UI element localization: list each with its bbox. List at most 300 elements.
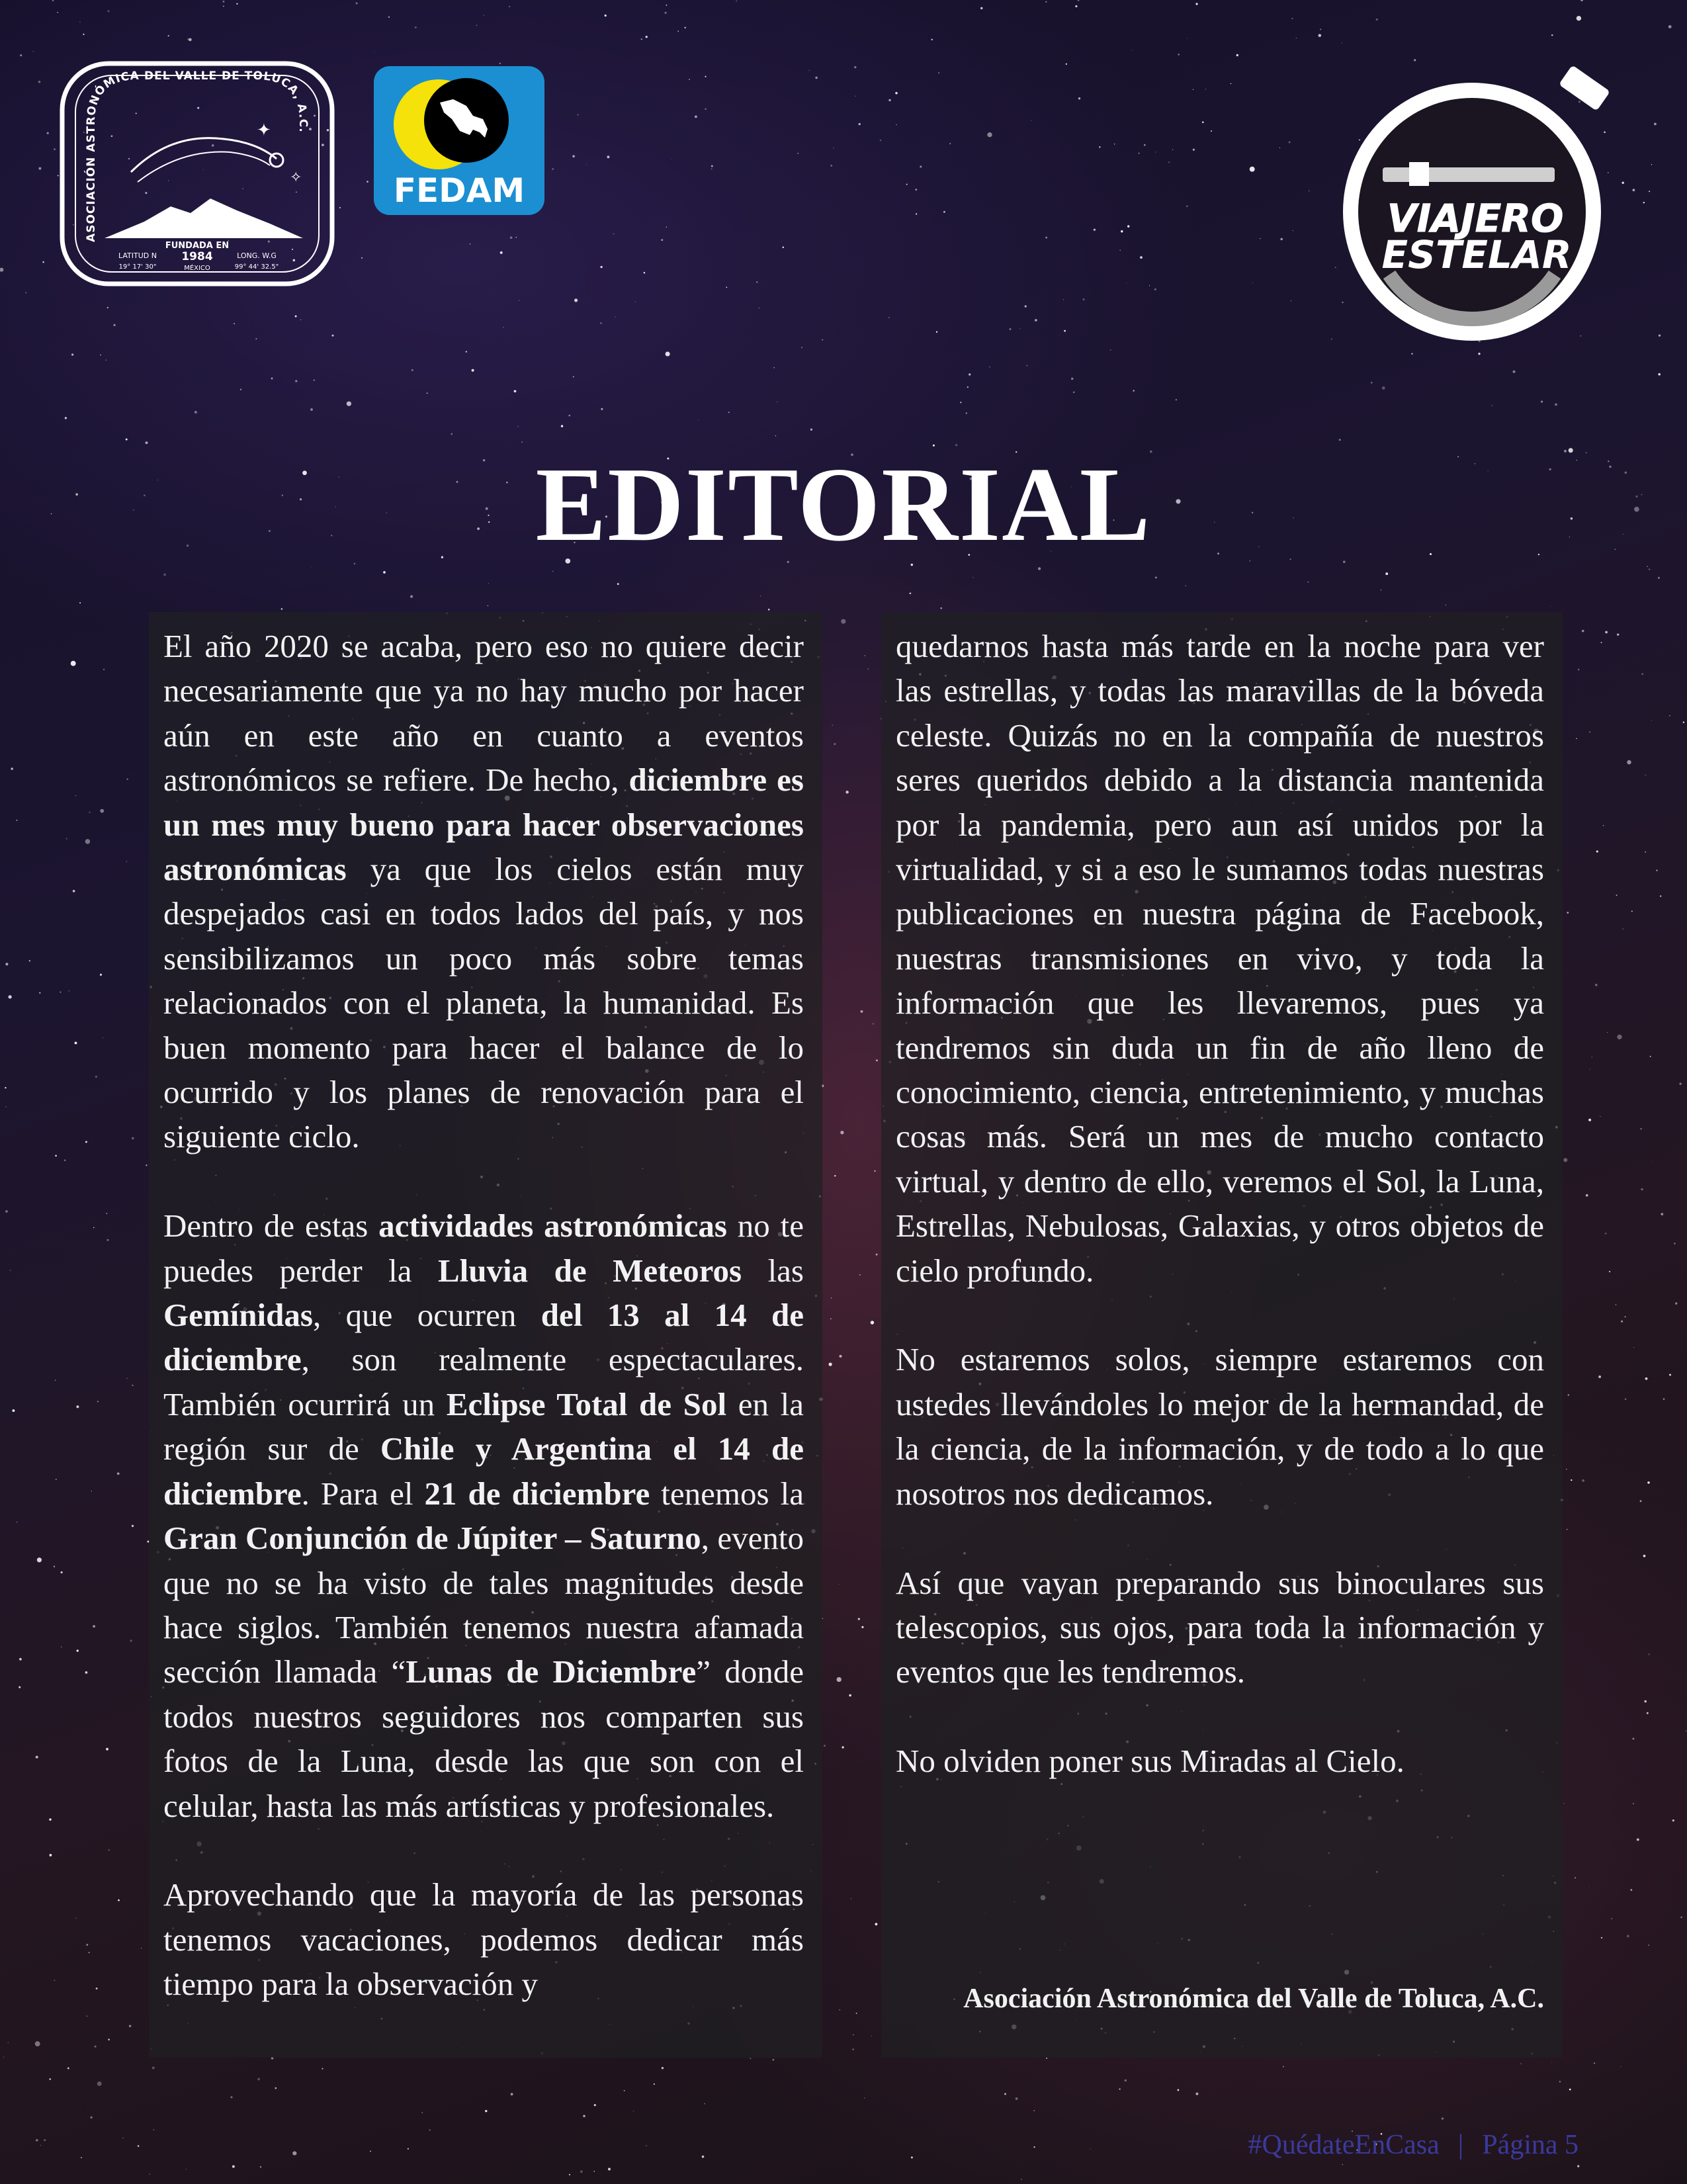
star [95, 1076, 97, 1078]
paragraph: Dentro de estas actividades astronómicas no te puedes perder la Lluvia de Meteoros las Gemínidas, que ocurren del 13 al 14 de diciembre, son realmente espectaculares. También ocurrirá un Eclipse Total de Sol en la región sur de Chile y Argentina el 14 de diciembre. Para el 21 de diciembre tenemos la Gran Conjunción de Júpiter – Saturno, evento que no se ha visto de tales magnitudes desde hace siglos. También tenemos nuestra afamada sección llamada “Lunas de Diciembre” donde todos nuestros seguidores nos comparten sus fotos de la Luna, desde las que son con el celular, hasta las más artísticas y profesionales. [163, 1207, 804, 1824]
star [1577, 16, 1581, 21]
star [427, 392, 428, 394]
star [583, 2115, 585, 2117]
star [1149, 285, 1150, 286]
star [1193, 149, 1195, 151]
star [1661, 1213, 1663, 1215]
star [915, 189, 917, 191]
star [1073, 391, 1075, 393]
star [1033, 2146, 1035, 2148]
star [1550, 606, 1551, 607]
star [1649, 191, 1650, 192]
star [50, 1854, 52, 1856]
star [1645, 1377, 1648, 1380]
star [152, 2067, 155, 2070]
star [1202, 121, 1204, 123]
star [3, 2056, 4, 2057]
star [295, 380, 297, 382]
star [607, 155, 609, 158]
star [1551, 2062, 1552, 2063]
star [60, 992, 61, 993]
star [71, 661, 76, 666]
star [61, 1646, 62, 1647]
star [85, 839, 90, 844]
star [168, 35, 169, 36]
star [75, 1041, 77, 1044]
star [1625, 1316, 1626, 1317]
star [1331, 339, 1332, 340]
star [1582, 1479, 1584, 1482]
star [702, 2156, 705, 2158]
star [511, 2093, 513, 2095]
star [1660, 895, 1661, 896]
star [83, 34, 84, 35]
star [100, 974, 102, 976]
star [1609, 1271, 1610, 1272]
star [888, 317, 890, 318]
star [1211, 130, 1212, 132]
star [105, 359, 107, 361]
star [42, 261, 44, 263]
star [837, 1677, 842, 1682]
star [108, 1849, 110, 1851]
star [1617, 633, 1619, 635]
star [129, 2025, 132, 2028]
footer-hashtag: #QuédateEnCasa [1248, 2130, 1440, 2160]
star [0, 268, 3, 272]
star [322, 2068, 323, 2070]
star [578, 114, 579, 116]
star [1637, 1838, 1639, 1841]
star [1075, 5, 1077, 7]
aavt-city: MÉXICO [184, 265, 210, 272]
star [726, 286, 727, 288]
star [54, 1980, 55, 1981]
star [1672, 1819, 1674, 1821]
star [86, 1944, 88, 1946]
star [509, 6, 510, 7]
star [1010, 328, 1012, 330]
star [1382, 386, 1385, 390]
star [138, 2145, 140, 2147]
star [960, 402, 961, 403]
aavt-lat-label: LATITUD N [118, 251, 157, 260]
star [35, 2041, 40, 2046]
star [1589, 1886, 1590, 1887]
star [411, 369, 413, 371]
star [705, 109, 706, 110]
star [949, 143, 951, 144]
star [1250, 167, 1255, 172]
star [76, 1918, 77, 1919]
star [11, 767, 13, 769]
star [1649, 1653, 1650, 1655]
star [1586, 1194, 1588, 1197]
star [1569, 2089, 1571, 2091]
star [47, 132, 49, 134]
star [617, 583, 619, 585]
star [980, 7, 983, 10]
viajero-estelar-logo [1336, 63, 1627, 354]
star [1133, 390, 1135, 392]
star [797, 153, 799, 154]
star [1563, 1158, 1567, 1162]
star [126, 1378, 127, 1379]
star [1580, 0, 1583, 1]
star [20, 54, 22, 56]
star [864, 2097, 865, 2099]
star [1172, 149, 1173, 150]
star [1607, 1032, 1608, 1033]
fedam-text: FEDAM [393, 171, 525, 210]
star [5, 1210, 8, 1213]
star [646, 36, 648, 38]
star [1632, 1737, 1634, 1739]
star [858, 1618, 860, 1620]
star [103, 669, 105, 670]
star [1121, 230, 1123, 232]
star [1144, 144, 1146, 146]
star [1236, 54, 1238, 56]
star [1643, 202, 1645, 203]
star [1564, 1803, 1565, 1804]
star [608, 2168, 611, 2171]
star [695, 116, 697, 118]
star [300, 319, 302, 320]
star [1094, 229, 1096, 231]
star [36, 2139, 38, 2142]
footer-page-number: Página 5 [1482, 2130, 1579, 2160]
star [834, 1175, 836, 1176]
star [880, 140, 881, 141]
star [1031, 120, 1032, 121]
star [1414, 59, 1416, 61]
star [1376, 19, 1378, 21]
star [1551, 34, 1553, 36]
star [1647, 1712, 1649, 1714]
star [861, 1626, 863, 1628]
star [519, 300, 520, 301]
paragraph: No estaremos solos, siempre estaremos con ustedes llevándoles lo mejor de la hermandad, de la ciencia, de la información, y de todo a lo que nosotros nos dedicamos. [896, 1341, 1544, 1512]
star [1658, 373, 1661, 376]
star [1319, 34, 1322, 37]
star [1683, 722, 1684, 723]
star [1650, 1056, 1651, 1057]
star [1620, 2066, 1621, 2067]
star [1598, 1376, 1601, 1378]
star [775, 435, 776, 436]
star [67, 2068, 69, 2070]
star [967, 386, 969, 388]
star [25, 292, 26, 293]
star [871, 1321, 874, 1324]
star [19, 1686, 21, 1688]
star [572, 155, 575, 157]
star [711, 165, 713, 167]
star [126, 861, 127, 862]
star [868, 668, 869, 670]
right-text-column [881, 612, 1563, 2058]
star [1633, 1803, 1634, 1804]
star [1280, 238, 1283, 241]
star [370, 2151, 371, 2152]
star [1611, 1918, 1612, 1919]
star [1082, 298, 1084, 300]
star [666, 351, 670, 356]
star [5, 1087, 6, 1088]
star [232, 2165, 235, 2168]
star [55, 1380, 56, 1381]
star [1627, 1935, 1629, 1938]
star [624, 2090, 625, 2091]
star [66, 838, 67, 840]
star [773, 367, 774, 368]
star [476, 24, 478, 26]
star [421, 2112, 423, 2113]
star [1342, 2164, 1343, 2165]
star [1559, 2081, 1561, 2083]
star [106, 1748, 108, 1751]
star [987, 132, 992, 137]
star [829, 1363, 832, 1366]
star [839, 1584, 840, 1585]
star [130, 1639, 132, 1641]
star [106, 1213, 107, 1214]
star [646, 2145, 647, 2146]
star [1669, 1374, 1671, 1376]
star [1603, 825, 1604, 826]
star [750, 2058, 751, 2059]
star [1320, 28, 1321, 30]
star [415, 26, 417, 28]
star [499, 63, 501, 64]
star [966, 412, 967, 414]
star [223, 6, 224, 7]
star [75, 795, 76, 796]
star [12, 1409, 15, 1412]
star [1205, 89, 1207, 90]
star [271, 378, 273, 380]
star [698, 420, 699, 421]
star [54, 1566, 55, 1567]
star [521, 441, 523, 443]
star [260, 2166, 261, 2167]
star [107, 307, 108, 308]
star [93, 1625, 95, 1628]
star [275, 2087, 277, 2089]
star [1016, 2097, 1018, 2100]
star [1621, 1321, 1623, 1323]
star [61, 1571, 63, 1573]
star [756, 281, 757, 283]
star [594, 2104, 596, 2106]
star [1125, 2079, 1127, 2081]
star [57, 12, 58, 13]
star [71, 353, 73, 355]
star [768, 609, 770, 611]
star [8, 995, 11, 998]
star [613, 234, 615, 235]
star [339, 207, 341, 208]
paragraph: No olviden poner sus Miradas al Cielo. [896, 1743, 1405, 1780]
star [605, 15, 607, 17]
star [600, 322, 602, 324]
star [760, 595, 761, 596]
star [911, 2156, 913, 2158]
star [6, 1106, 7, 1108]
star [711, 169, 713, 170]
star [1601, 642, 1602, 643]
star [1640, 1128, 1642, 1130]
star [1654, 123, 1657, 126]
star [641, 38, 642, 40]
star [920, 165, 922, 167]
star [1571, 1479, 1572, 1481]
star [36, 1756, 38, 1759]
star [97, 1401, 99, 1402]
star [86, 2015, 87, 2017]
star [281, 608, 283, 610]
star [518, 426, 519, 427]
svg-text:✧: ✧ [290, 169, 302, 186]
star [49, 1818, 51, 1820]
star [1578, 669, 1579, 670]
star [1127, 225, 1129, 227]
star [1178, 2089, 1180, 2091]
star [831, 1297, 832, 1299]
star [408, 2148, 409, 2150]
star [664, 12, 666, 14]
star [552, 168, 554, 170]
star [849, 1694, 851, 1696]
star [236, 3, 238, 5]
star [684, 27, 685, 28]
star [810, 429, 812, 431]
viajero-line2: ESTELAR [1381, 232, 1572, 277]
star [1071, 378, 1073, 380]
star [1596, 850, 1598, 852]
star [824, 1745, 826, 1747]
star [79, 602, 81, 603]
left-text-column [149, 612, 822, 2058]
star [117, 1472, 120, 1475]
star [1371, 382, 1373, 384]
star [153, 2129, 154, 2130]
star [1307, 582, 1309, 583]
footer-separator: | [1457, 2130, 1464, 2160]
star [840, 1131, 844, 1134]
star [1594, 2062, 1595, 2064]
star [1110, 349, 1111, 351]
star [1568, 1394, 1569, 1395]
star [1309, 191, 1310, 192]
star [187, 38, 189, 40]
star [107, 10, 109, 12]
star [832, 725, 833, 726]
star [1186, 206, 1188, 207]
star [195, 411, 197, 414]
star [845, 791, 849, 794]
star [931, 39, 932, 40]
star [1669, 715, 1670, 716]
star [1038, 567, 1041, 570]
star [1648, 1944, 1649, 1946]
star [292, 2151, 296, 2155]
star [126, 779, 128, 780]
star [1567, 912, 1569, 914]
star [485, 2110, 487, 2112]
star [1649, 568, 1651, 570]
star [662, 2067, 664, 2069]
aavt-long-label: LONG. W.G [237, 251, 277, 260]
star [705, 76, 706, 77]
star [146, 1164, 147, 1166]
star [1119, 250, 1121, 251]
star [38, 81, 40, 83]
star [815, 77, 818, 79]
star [39, 992, 40, 994]
star [1555, 404, 1557, 406]
star [704, 2103, 705, 2104]
star [1195, 2093, 1198, 2095]
star [1589, 731, 1590, 732]
star [601, 408, 603, 410]
star [689, 79, 690, 80]
star [234, 323, 235, 324]
fedam-logo [374, 66, 544, 215]
star [107, 1239, 108, 1241]
star [1601, 1937, 1602, 1939]
star [1651, 164, 1652, 165]
signature: Asociación Astronómica del Valle de Toluca, A.C. [963, 1983, 1544, 2014]
star [361, 257, 363, 259]
star [1283, 2066, 1284, 2068]
star [240, 389, 241, 390]
star [96, 1987, 98, 1989]
star [347, 402, 351, 406]
star [1627, 760, 1631, 764]
star [1641, 673, 1643, 675]
star [1155, 576, 1157, 578]
star [910, 592, 912, 594]
star [89, 1952, 90, 1953]
aavt-lat-value: 19° 17' 30" [118, 263, 157, 271]
star [859, 123, 861, 125]
star [1139, 153, 1140, 154]
star [163, 574, 166, 576]
star [834, 743, 836, 745]
star [95, 2046, 97, 2048]
star [1132, 50, 1133, 51]
star [44, 2139, 46, 2141]
star [916, 213, 917, 214]
star [969, 373, 971, 375]
aavt-ring-text: ASOCIACIÓN ASTRONÓMICA DEL VALLE DE TOLUCA, A.C. [84, 69, 310, 242]
star [1033, 2110, 1035, 2111]
star [633, 2111, 634, 2112]
star [840, 1355, 842, 1358]
star [76, 1405, 79, 1408]
page-title: EDITORIAL [535, 445, 1152, 563]
star [54, 148, 56, 150]
star [367, 181, 368, 183]
star [29, 960, 30, 961]
paragraph: quedarnos hasta más tarde en la noche para ver las estrellas, y todas las maravillas de la bóveda celeste. Quizás no en la compañía de nuestros seres queridos debido a la distancia mantenida por la pandemia, pero aun así unidos por la virtualidad, y si a eso le sumamos todas nuestras publicaciones en nuestra página de Facebook, nuestras transmisiones en vivo, y toda la información que les llevaremos, pues ya tendremos sin duda un fin de año lleno de conocimiento, ciencia, entretenimiento, y muchas cosas más. Será un mes de mucho contacto virtual, y dentro de ello, veremos el Sol, la Luna, Estrellas, Nebulosas, Galaxias, y otros objetos de cielo profundo. [896, 628, 1544, 1289]
star [593, 2171, 595, 2172]
star [8, 2042, 9, 2043]
star [895, 92, 897, 94]
star [1339, 439, 1341, 441]
